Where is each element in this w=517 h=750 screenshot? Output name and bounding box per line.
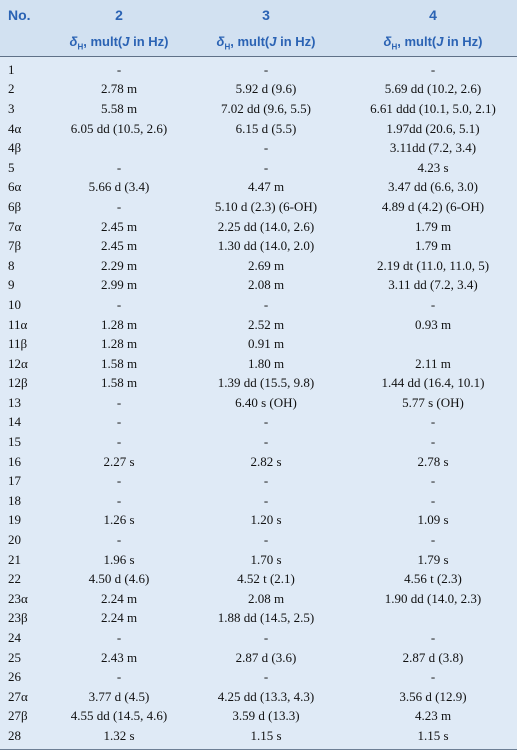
- row-position: 15: [8, 434, 21, 450]
- cell-compound-4: 2.19 dt (11.0, 11.0, 5): [376, 257, 490, 273]
- row-position: 24: [8, 630, 21, 646]
- row-position: 6α: [8, 179, 22, 195]
- cell-compound-4: -: [430, 473, 436, 489]
- cell-compound-3: 4.47 m: [247, 179, 285, 195]
- cell-compound-3: -: [263, 532, 269, 548]
- cell-compound-3: 1.30 dd (14.0, 2.0): [217, 238, 315, 254]
- cell-compound-4: -: [430, 414, 436, 430]
- cell-compound-3: -: [263, 414, 269, 430]
- table-row: [0, 452, 517, 472]
- cell-compound-4: -: [430, 532, 436, 548]
- cell-compound-4: 3.11 dd (7.2, 3.4): [388, 277, 478, 293]
- cell-compound-2: -: [116, 394, 122, 410]
- cell-compound-3: -: [263, 669, 269, 685]
- cell-compound-4: 3.11dd (7.2, 3.4): [389, 140, 477, 156]
- cell-compound-2: 1.58 m: [100, 355, 138, 371]
- cell-compound-4: 1.15 s: [417, 727, 449, 743]
- cell-compound-2: -: [116, 473, 122, 489]
- cell-compound-3: 0.91 m: [247, 336, 285, 352]
- row-position: 27β: [8, 708, 28, 724]
- cell-compound-2: 1.28 m: [100, 336, 138, 352]
- table-row: [0, 471, 517, 491]
- table-row: [0, 628, 517, 648]
- cell-compound-2: 5.66 d (3.4): [88, 179, 150, 195]
- cell-compound-2: -: [116, 630, 122, 646]
- row-position: 4β: [8, 140, 22, 156]
- cell-compound-3: 2.08 m: [247, 277, 285, 293]
- cell-compound-2: 2.29 m: [100, 257, 138, 273]
- cell-compound-4: 1.79 m: [414, 218, 452, 234]
- cell-compound-3: 1.88 dd (14.5, 2.5): [217, 610, 315, 626]
- cell-compound-3: 2.52 m: [247, 316, 285, 332]
- header-row-compounds: [0, 0, 517, 30]
- table-row: [0, 276, 517, 296]
- cell-compound-4: -: [430, 296, 436, 312]
- cell-compound-2: 5.58 m: [100, 100, 138, 116]
- table-row: [0, 138, 517, 158]
- cell-compound-3: 2.69 m: [247, 257, 285, 273]
- table-row: [0, 687, 517, 707]
- table-row: [0, 569, 517, 589]
- cell-compound-4: -: [430, 61, 436, 77]
- table-row: [0, 217, 517, 237]
- cell-compound-4: 5.77 s (OH): [402, 394, 464, 410]
- row-position: 16: [8, 453, 21, 469]
- cell-compound-3: 1.20 s: [250, 512, 282, 528]
- row-position: 11α: [8, 316, 28, 332]
- row-position: 11β: [8, 336, 28, 352]
- cell-compound-3: 4.25 dd (13.3, 4.3): [217, 688, 315, 704]
- table-row: [0, 354, 517, 374]
- cell-compound-2: 1.58 m: [100, 375, 138, 391]
- cell-compound-4: 5.69 dd (10.2, 2.6): [384, 81, 482, 97]
- cell-compound-2: 1.28 m: [100, 316, 138, 332]
- row-position: 14: [8, 414, 21, 430]
- cell-compound-3: -: [263, 296, 269, 312]
- table-row: [0, 374, 517, 394]
- table-row: [0, 99, 517, 119]
- row-position: 27α: [8, 688, 28, 704]
- cell-compound-4: 0.93 m: [414, 316, 452, 332]
- table-row: [0, 80, 517, 100]
- cell-compound-4: 4.89 d (4.2) (6-OH): [381, 198, 485, 214]
- row-position: 7α: [8, 218, 22, 234]
- cell-compound-3: 1.15 s: [250, 727, 282, 743]
- row-position: 17: [8, 473, 21, 489]
- row-position: 1: [8, 61, 15, 77]
- cell-compound-2: 1.96 s: [103, 551, 135, 567]
- table-row: [0, 530, 517, 550]
- cell-compound-4: 1.90 dd (14.0, 2.3): [384, 590, 482, 606]
- cell-compound-4: 2.11 m: [415, 355, 451, 371]
- table-header: [0, 0, 517, 57]
- row-position: 3: [8, 100, 15, 116]
- cell-compound-4: -: [430, 434, 436, 450]
- cell-compound-3: 7.02 dd (9.6, 5.5): [221, 100, 311, 116]
- cell-compound-2: 2.78 m: [100, 81, 138, 97]
- cell-compound-3: 3.59 d (13.3): [232, 708, 300, 724]
- table-row: [0, 393, 517, 413]
- row-position: 22: [8, 571, 21, 587]
- cell-compound-3: 4.52 t (2.1): [237, 571, 295, 587]
- cell-compound-4: -: [430, 669, 436, 685]
- row-position: 7β: [8, 238, 22, 254]
- table-row: [0, 589, 517, 609]
- table-row: [0, 413, 517, 433]
- row-position: 6β: [8, 198, 22, 214]
- row-position: 19: [8, 512, 21, 528]
- cell-compound-2: -: [116, 296, 122, 312]
- cell-compound-3: 1.80 m: [247, 355, 285, 371]
- table-row: [0, 511, 517, 531]
- cell-compound-3: -: [263, 630, 269, 646]
- row-position: 2: [8, 81, 15, 97]
- table-row: [0, 491, 517, 511]
- row-position: 12α: [8, 355, 28, 371]
- cell-compound-3: 5.10 d (2.3) (6-OH): [214, 198, 318, 214]
- cell-compound-4: 1.79 s: [417, 551, 449, 567]
- cell-compound-2: -: [116, 159, 122, 175]
- table-row: [0, 158, 517, 178]
- row-position: 12β: [8, 375, 28, 391]
- cell-compound-2: 2.43 m: [100, 649, 138, 665]
- cell-compound-4: 2.78 s: [417, 453, 449, 469]
- table-row: [0, 119, 517, 139]
- row-position: 10: [8, 296, 21, 312]
- row-position: 25: [8, 649, 21, 665]
- cell-compound-4: 3.56 d (12.9): [399, 688, 467, 704]
- cell-compound-3: 2.08 m: [247, 590, 285, 606]
- header-compound-3: 3: [262, 7, 270, 23]
- header-compound-4: 4: [429, 7, 437, 23]
- cell-compound-4: 4.56 t (2.3): [404, 571, 462, 587]
- cell-compound-4: 2.87 d (3.8): [402, 649, 464, 665]
- table-row: [0, 295, 517, 315]
- cell-compound-2: 2.45 m: [100, 238, 138, 254]
- cell-compound-3: -: [263, 61, 269, 77]
- table-row: [0, 550, 517, 570]
- row-position: 21: [8, 551, 21, 567]
- table-body: [0, 57, 517, 746]
- cell-compound-3: 2.82 s: [250, 453, 282, 469]
- table-row: [0, 256, 517, 276]
- cell-compound-3: 6.15 d (5.5): [235, 120, 297, 136]
- cell-compound-3: -: [263, 473, 269, 489]
- cell-compound-4: 4.23 m: [414, 708, 452, 724]
- table-row: [0, 609, 517, 629]
- cell-compound-2: 4.50 d (4.6): [88, 571, 150, 587]
- row-position: 23β: [8, 610, 28, 626]
- cell-compound-3: -: [263, 492, 269, 508]
- table-row: [0, 648, 517, 668]
- cell-compound-2: 4.55 dd (14.5, 4.6): [70, 708, 168, 724]
- cell-compound-2: 2.45 m: [100, 218, 138, 234]
- table-row: [0, 726, 517, 746]
- header-no: No.: [8, 7, 31, 23]
- cell-compound-2: -: [116, 532, 122, 548]
- cell-compound-2: 1.32 s: [103, 727, 135, 743]
- cell-compound-3: 2.87 d (3.6): [235, 649, 297, 665]
- row-position: 4α: [8, 120, 22, 136]
- cell-compound-2: -: [116, 414, 122, 430]
- cell-compound-2: -: [116, 198, 122, 214]
- row-position: 23α: [8, 590, 28, 606]
- cell-compound-3: 1.70 s: [250, 551, 282, 567]
- row-position: 8: [8, 257, 15, 273]
- cell-compound-3: -: [263, 434, 269, 450]
- cell-compound-2: 6.05 dd (10.5, 2.6): [70, 120, 168, 136]
- row-position: 9: [8, 277, 15, 293]
- cell-compound-2: 3.77 d (4.5): [88, 688, 150, 704]
- row-position: 28: [8, 727, 21, 743]
- cell-compound-4: 1.09 s: [417, 512, 449, 528]
- cell-compound-2: 2.27 s: [103, 453, 135, 469]
- row-position: 26: [8, 669, 21, 685]
- cell-compound-2: 2.24 m: [100, 590, 138, 606]
- header-units-4: $\delta_H$, mult(J in Hz): [383, 34, 483, 52]
- header-units-2: $\delta_H$, mult(J in Hz): [69, 34, 169, 52]
- cell-compound-4: 1.97dd (20.6, 5.1): [386, 120, 480, 136]
- row-position: 13: [8, 394, 21, 410]
- cell-compound-2: -: [116, 434, 122, 450]
- cell-compound-4: 1.44 dd (16.4, 10.1): [381, 375, 485, 391]
- cell-compound-3: 5.92 d (9.6): [235, 81, 297, 97]
- cell-compound-2: -: [116, 61, 122, 77]
- cell-compound-3: 2.25 dd (14.0, 2.6): [217, 218, 315, 234]
- cell-compound-3: 1.39 dd (15.5, 9.8): [217, 375, 315, 391]
- cell-compound-2: 1.26 s: [103, 512, 135, 528]
- cell-compound-4: 3.47 dd (6.6, 3.0): [388, 179, 478, 195]
- row-position: 20: [8, 532, 21, 548]
- table-row: [0, 178, 517, 198]
- table-row: [0, 236, 517, 256]
- header-compound-2: 2: [115, 7, 123, 23]
- cell-compound-4: -: [430, 492, 436, 508]
- table-row: [0, 315, 517, 335]
- cell-compound-4: 1.79 m: [414, 238, 452, 254]
- row-position: 18: [8, 492, 21, 508]
- cell-compound-2: 2.99 m: [100, 277, 138, 293]
- cell-compound-4: 6.61 ddd (10.1, 5.0, 2.1): [370, 100, 496, 116]
- cell-compound-2: -: [116, 492, 122, 508]
- cell-compound-4: 4.23 s: [417, 159, 449, 175]
- table-row: [0, 197, 517, 217]
- row-position: 5: [8, 159, 15, 175]
- cell-compound-2: 2.24 m: [100, 610, 138, 626]
- table-row: [0, 667, 517, 687]
- header-units-3: $\delta_H$, mult(J in Hz): [216, 34, 316, 52]
- table-row: [0, 334, 517, 354]
- table-row: [0, 60, 517, 80]
- header-row-units: [0, 30, 517, 56]
- cell-compound-3: -: [263, 159, 269, 175]
- cell-compound-2: -: [116, 669, 122, 685]
- cell-compound-3: -: [263, 140, 269, 156]
- table-row: [0, 432, 517, 452]
- cell-compound-3: 6.40 s (OH): [235, 394, 297, 410]
- table-row: [0, 707, 517, 727]
- cell-compound-4: -: [430, 630, 436, 646]
